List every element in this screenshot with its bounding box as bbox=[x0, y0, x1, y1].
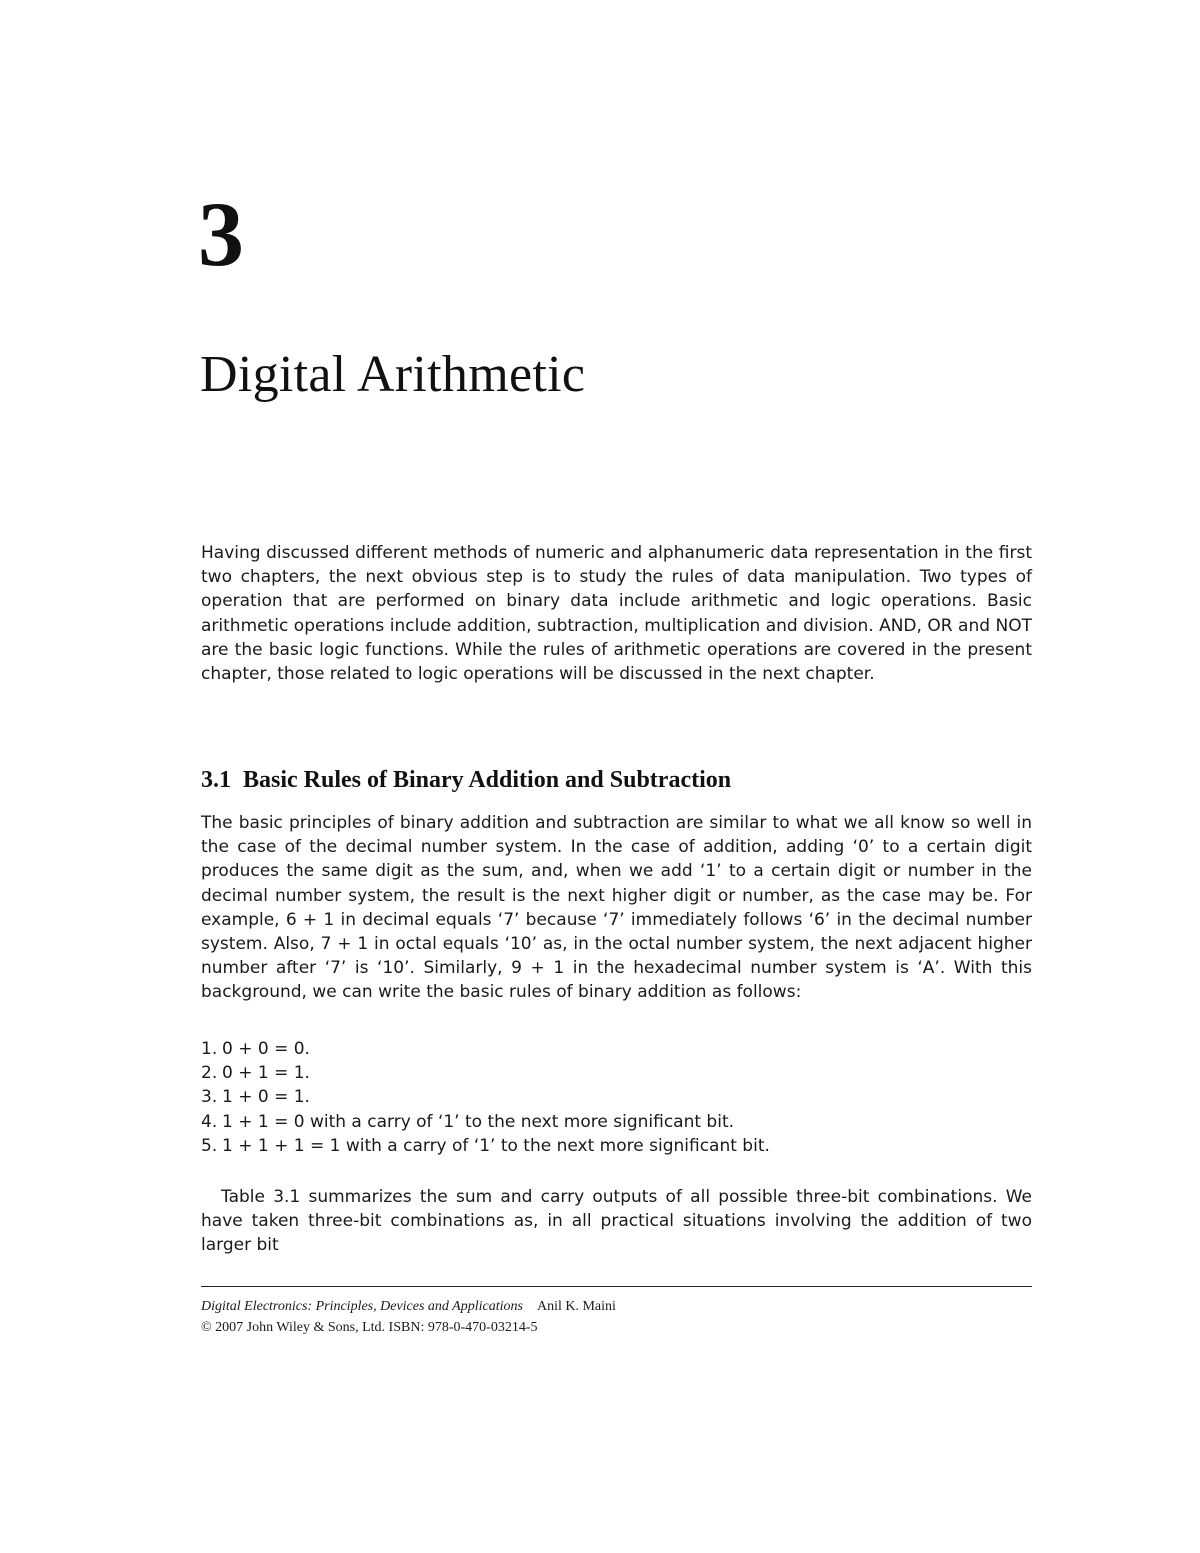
rule-text: 1 + 1 + 1 = 1 with a carry of ‘1’ to the next more significant bit. bbox=[222, 1135, 770, 1156]
addition-rules-list bbox=[201, 1037, 1032, 1158]
list-item bbox=[201, 1037, 1032, 1061]
rule-text: 1 + 1 = 0 with a carry of ‘1’ to the next more significant bit. bbox=[222, 1111, 735, 1132]
list-item bbox=[201, 1061, 1032, 1085]
rule-number: 1. bbox=[201, 1039, 218, 1059]
rule-number: 5. bbox=[201, 1135, 218, 1156]
book-author: Anil K. Maini bbox=[536, 1299, 616, 1314]
list-item bbox=[201, 1085, 1032, 1109]
table-reference-paragraph: Table 3.1 summarizes the sum and carry outputs of all possible three-bit combinations. We have taken three-bit combinations as, in all practical situations involving the addition of two larger bit bbox=[201, 1187, 1032, 1256]
section-heading bbox=[201, 766, 731, 795]
rule-number: 4. bbox=[201, 1111, 218, 1132]
list-item bbox=[201, 1134, 1032, 1158]
section-number: 3.1 bbox=[201, 767, 231, 793]
page-footer bbox=[201, 1296, 1032, 1338]
rule-number: 3. bbox=[201, 1087, 218, 1108]
footer-divider bbox=[201, 1286, 1032, 1287]
intro-paragraph: Having discussed different methods of numeric and alphanumeric data representation in the first two chapters, the next obvious step is to study the rules of data manipulation. Two types of operation that are performed on binary data include arithmetic and logic operations. Basic arithmetic operations include addition, subtraction, multiplication and division. AND, OR and NOT are the basic logic functions. While the rules of arithmetic operations are covered in the present chapter, those related to logic operations will be discussed in the next chapter. bbox=[201, 543, 1032, 685]
rule-text: 1 + 0 = 1. bbox=[222, 1087, 310, 1108]
footer-book-line bbox=[201, 1296, 1032, 1317]
section-title: Basic Rules of Binary Addition and Subtraction bbox=[243, 767, 732, 793]
chapter-number: 3 bbox=[198, 183, 244, 285]
list-item bbox=[201, 1110, 1032, 1134]
book-title: Digital Electronics: Principles, Devices and Applications bbox=[201, 1299, 523, 1314]
rule-text: 0 + 0 = 0. bbox=[222, 1039, 310, 1059]
chapter-title: Digital Arithmetic bbox=[200, 346, 586, 403]
rule-text: 0 + 1 = 1. bbox=[222, 1063, 310, 1084]
rule-number: 2. bbox=[201, 1063, 218, 1084]
section-paragraph: The basic principles of binary addition and subtraction are similar to what we all know so well in the case of the decimal number system. In the case of addition, adding ‘0’ to a certain digit produces the same digit as the sum, and, when we add ‘1’ to a certain digit or number in the decimal number system, the result is the next higher digit or number, as the case may be. For example, 6 + 1 in decimal equals ‘7’ because ‘7’ immediately follows ‘6’ in the decimal number system. Also, 7 + 1 in octal equals ‘10’ as, in the octal number system, the next adjacent higher number after ‘7’ is ‘10’. Similarly, 9 + 1 in the hexadecimal number system is ‘A’. With this background, we can write the basic rules of binary addition as follows: bbox=[201, 813, 1032, 1003]
footer-copyright: © 2007 John Wiley & Sons, Ltd. ISBN: 978-0-470-03214-5 bbox=[201, 1320, 538, 1335]
